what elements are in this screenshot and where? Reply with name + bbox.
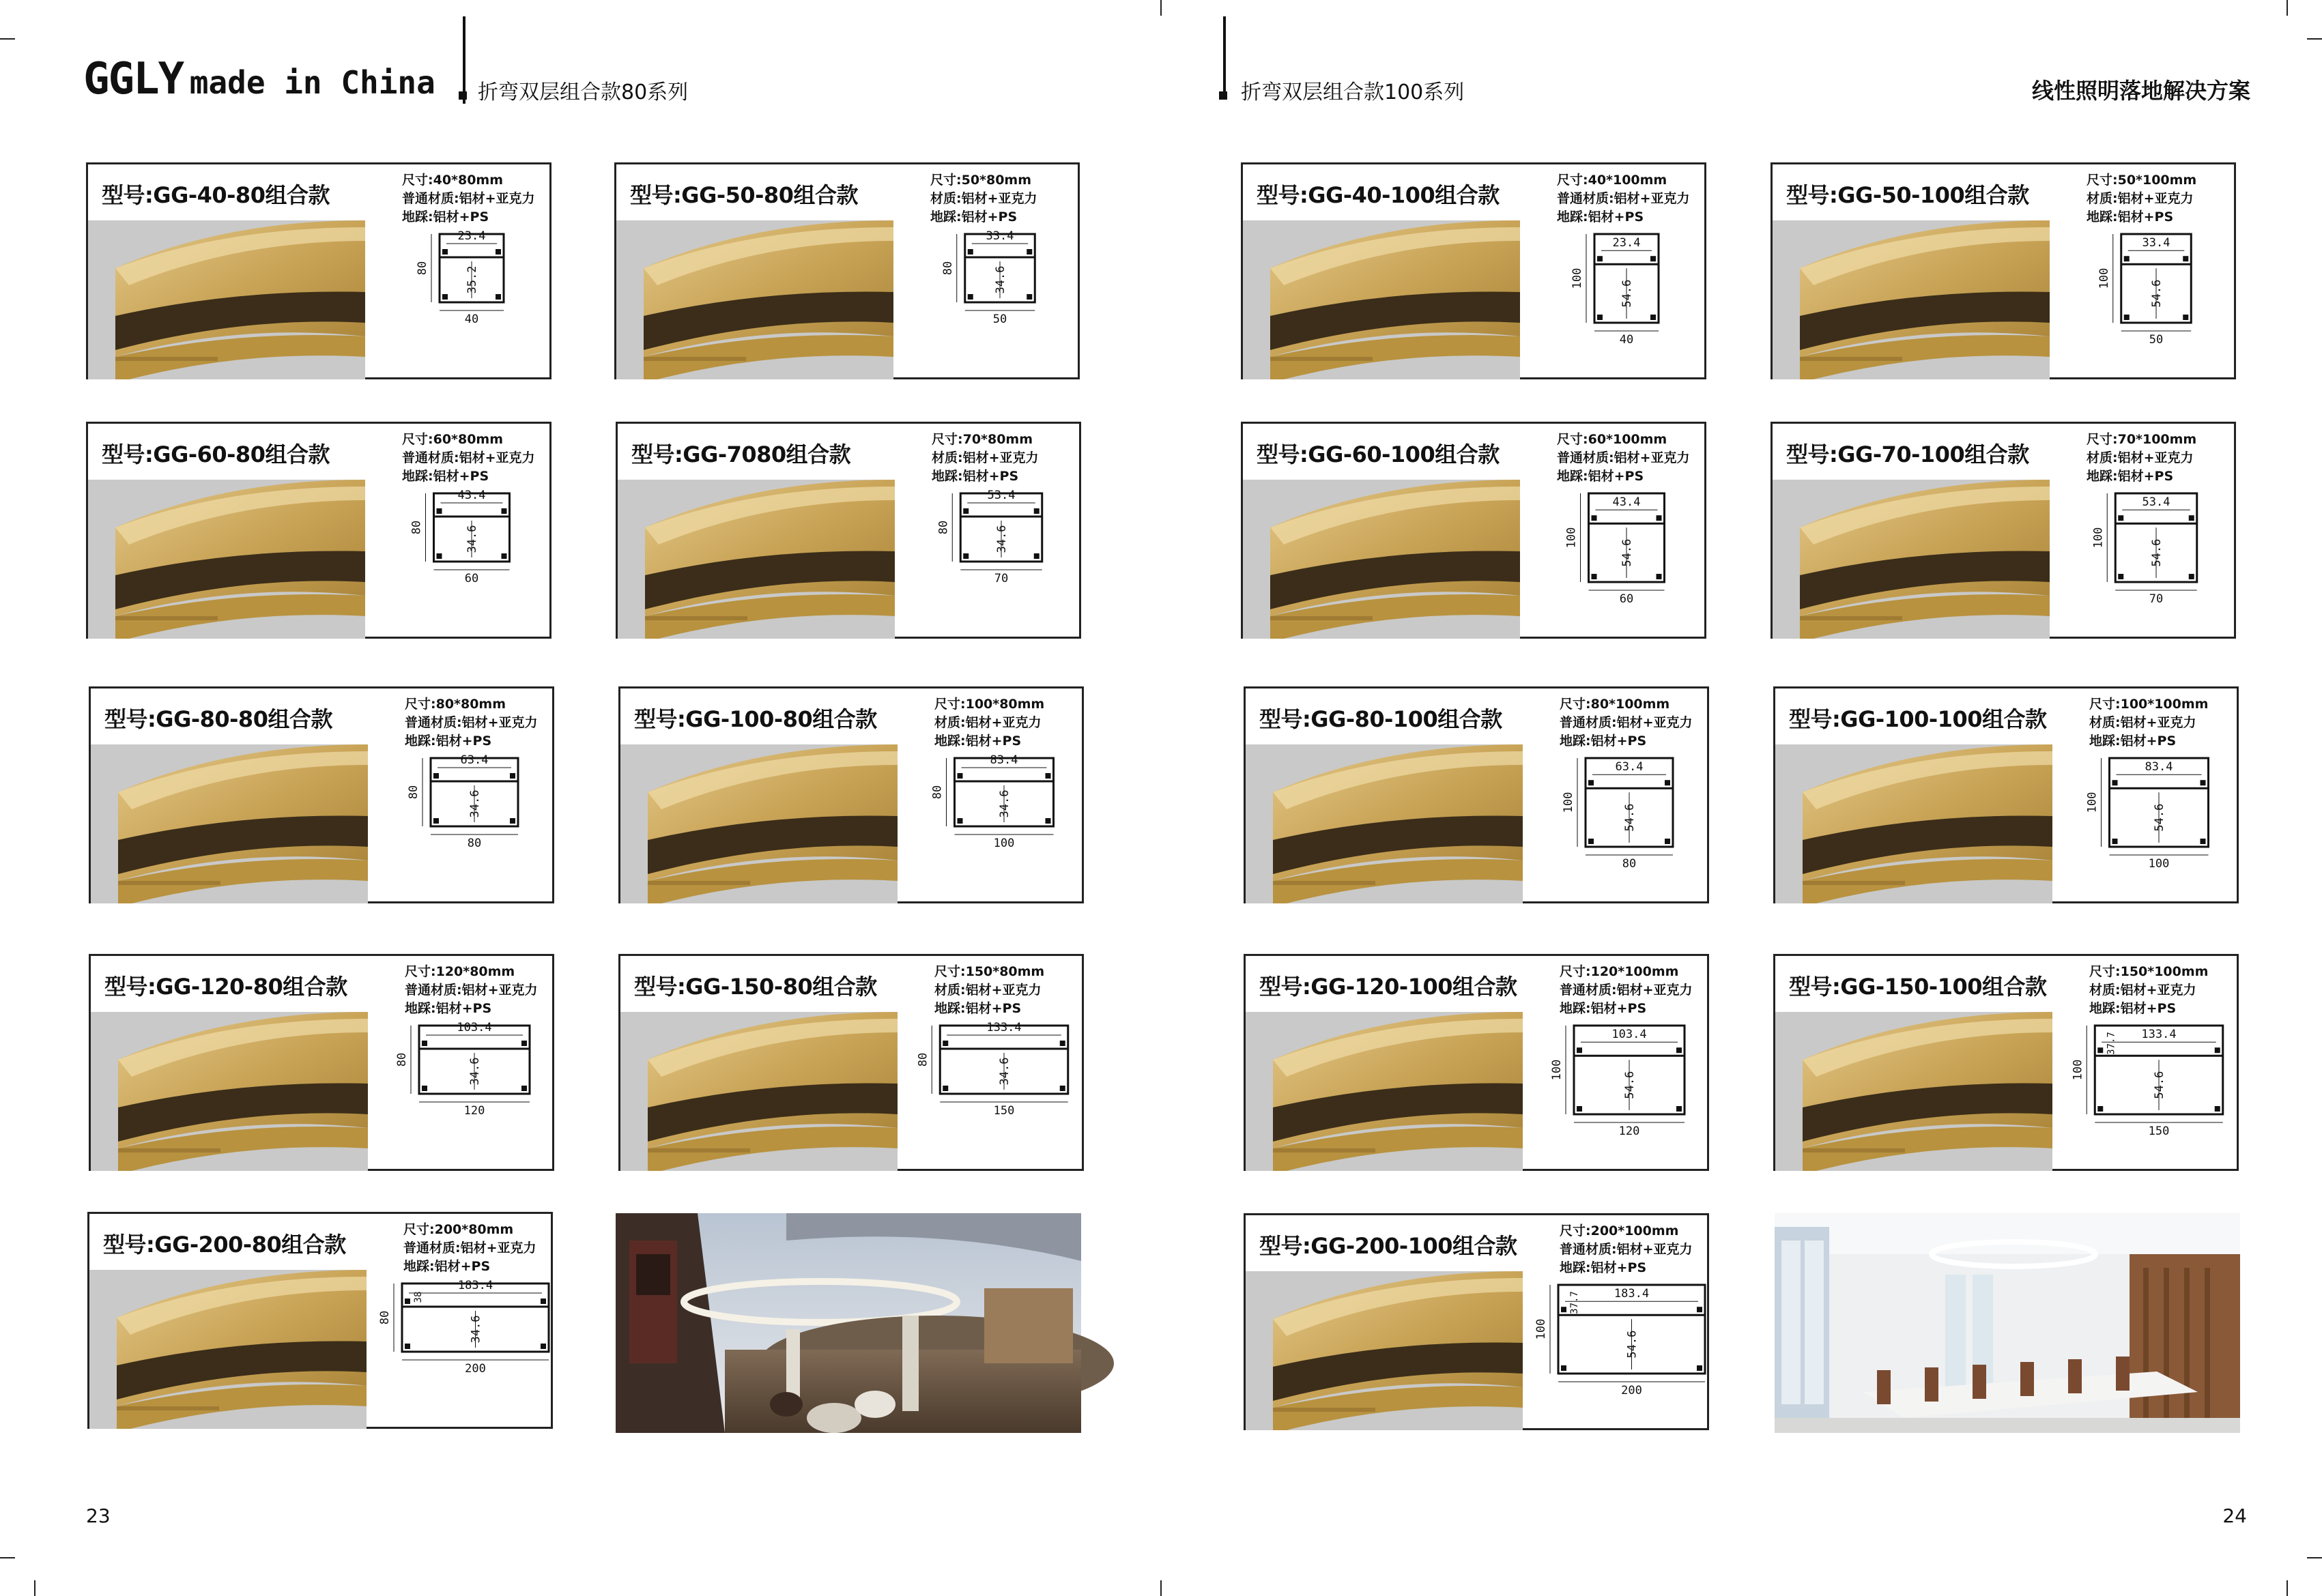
spec-block <box>403 1221 536 1276</box>
dim-height: 80 <box>941 261 955 276</box>
header-divider <box>463 16 465 104</box>
cross-section-diagram <box>378 1277 551 1423</box>
dim-top: 43.4 <box>457 489 486 502</box>
profile-render-image <box>616 220 893 379</box>
profile-render-image <box>620 1012 898 1171</box>
dim-side: 34.6 <box>998 789 1012 818</box>
dim-width: 120 <box>463 1104 485 1118</box>
spec-cover: 地踩:铝材+PS <box>402 469 489 484</box>
cross-section-diagram <box>914 227 1078 373</box>
product-card[interactable] <box>1244 686 1709 903</box>
dim-side: 54.6 <box>1623 1071 1637 1099</box>
model-title: 型号:GG-200-80组合款 <box>103 1232 346 1258</box>
dim-top: 63.4 <box>460 753 489 767</box>
dim-side: 54.6 <box>2150 279 2164 308</box>
dim-width: 200 <box>1621 1384 1642 1397</box>
header-bullet <box>1219 91 1227 100</box>
cross-section-diagram <box>1540 227 1704 373</box>
dim-extra: 37.7 <box>1569 1291 1580 1314</box>
product-card[interactable] <box>1773 954 2239 1171</box>
dim-width: 200 <box>465 1362 486 1376</box>
spec-block <box>1560 695 1693 751</box>
product-card[interactable] <box>89 954 554 1171</box>
spec-block <box>2087 431 2196 486</box>
spec-cover: 地踩:铝材+PS <box>1560 1001 1647 1016</box>
crop-mark <box>2307 1557 2322 1558</box>
model-title: 型号:GG-200-100组合款 <box>1259 1233 1517 1259</box>
spec-size: 尺寸:70*100mm <box>2087 432 2197 447</box>
model-title: 型号:GG-60-100组合款 <box>1257 441 1500 467</box>
spec-size: 尺寸:120*80mm <box>405 964 515 979</box>
spec-block <box>2089 695 2208 751</box>
crop-mark <box>2287 0 2288 16</box>
tagline: 线性照明落地解决方案 <box>2031 78 2250 104</box>
dim-top: 23.4 <box>1612 236 1641 250</box>
dim-height: 100 <box>2085 792 2099 813</box>
model-title: 型号:GG-80-80组合款 <box>104 706 332 732</box>
dim-side: 54.6 <box>2153 803 2166 832</box>
profile-render-image <box>618 480 895 639</box>
profile-render-image <box>1243 480 1520 639</box>
spec-cover: 地踩:铝材+PS <box>405 1001 492 1016</box>
spec-cover: 地踩:铝材+PS <box>930 209 1018 224</box>
dim-side: 54.6 <box>1625 1330 1639 1359</box>
dim-side: 54.6 <box>2150 538 2164 567</box>
spec-cover: 地踩:铝材+PS <box>932 469 1019 484</box>
dim-height: 100 <box>1571 267 1584 289</box>
spec-material: 普通材质:铝材+亚克力 <box>1557 191 1690 206</box>
dim-top: 33.4 <box>986 229 1014 243</box>
spec-cover: 地踩:铝材+PS <box>1557 209 1644 224</box>
product-card[interactable] <box>1241 162 1706 379</box>
dim-top: 83.4 <box>990 753 1018 767</box>
dim-side: 35.2 <box>465 265 479 294</box>
spec-size: 尺寸:150*100mm <box>2089 964 2209 979</box>
spec-size: 尺寸:70*80mm <box>932 432 1033 447</box>
cross-section-diagram <box>1543 1019 1707 1165</box>
spec-block <box>2087 171 2196 227</box>
cross-section-diagram <box>2073 751 2237 897</box>
spec-material: 材质:铝材+亚克力 <box>934 715 1042 730</box>
cross-section-diagram <box>2070 487 2234 633</box>
dim-height: 80 <box>378 1310 392 1325</box>
dim-top: 183.4 <box>1614 1287 1650 1301</box>
spec-material: 材质:铝材+亚克力 <box>2089 983 2196 998</box>
profile-render-image <box>91 744 368 903</box>
dim-width: 50 <box>2149 333 2164 347</box>
dim-height: 100 <box>2097 267 2111 289</box>
dim-height: 80 <box>416 261 429 276</box>
spec-material: 普通材质:铝材+亚克力 <box>405 715 538 730</box>
cross-section-diagram <box>918 1019 1082 1165</box>
spec-size: 尺寸:200*100mm <box>1560 1223 1679 1238</box>
model-title: 型号:GG-150-80组合款 <box>634 974 877 1000</box>
spec-size: 尺寸:40*100mm <box>1557 173 1667 188</box>
product-card[interactable] <box>1244 1213 1709 1430</box>
model-title: 型号:GG-50-100组合款 <box>1786 182 2029 208</box>
cross-section-diagram <box>388 1019 552 1165</box>
dim-side: 34.6 <box>998 1057 1012 1086</box>
dim-top: 103.4 <box>457 1021 492 1034</box>
dim-height: 100 <box>1534 1318 1548 1340</box>
spec-cover: 地踩:铝材+PS <box>403 1259 491 1274</box>
cross-section-diagram <box>388 751 552 897</box>
dim-side: 34.6 <box>468 789 482 818</box>
crop-mark <box>0 38 15 40</box>
spec-material: 材质:铝材+亚克力 <box>932 450 1039 465</box>
dim-top: 53.4 <box>2142 495 2170 510</box>
spec-material: 普通材质:铝材+亚克力 <box>402 191 535 206</box>
dim-height: 80 <box>916 1052 930 1067</box>
cross-section-diagram <box>386 487 549 633</box>
model-title: 型号:GG-60-80组合款 <box>102 441 330 467</box>
dim-side: 34.6 <box>465 525 479 553</box>
spec-block <box>932 431 1039 486</box>
dim-extra: 37.7 <box>2106 1032 2117 1055</box>
profile-render-image <box>1773 480 2050 639</box>
spec-material: 材质:铝材+亚克力 <box>2089 715 2196 730</box>
model-title: 型号:GG-70-100组合款 <box>1786 441 2029 467</box>
dim-top: 33.4 <box>2142 236 2170 250</box>
dim-width: 60 <box>1619 592 1634 606</box>
dim-width: 100 <box>2148 857 2170 871</box>
spec-material: 材质:铝材+亚克力 <box>934 983 1042 998</box>
product-card[interactable] <box>1244 954 1709 1171</box>
spec-size: 尺寸:100*100mm <box>2089 697 2209 712</box>
crop-mark <box>1160 1580 1162 1596</box>
spec-material: 材质:铝材+亚克力 <box>2087 450 2194 465</box>
brand-logo <box>83 54 435 104</box>
spec-block <box>934 695 1044 751</box>
dim-top: 103.4 <box>1611 1028 1647 1042</box>
spec-size: 尺寸:200*80mm <box>403 1222 514 1237</box>
profile-render-image <box>91 1012 368 1171</box>
cross-section-diagram <box>2073 1019 2237 1165</box>
spec-cover: 地踩:铝材+PS <box>402 209 489 224</box>
dim-height: 100 <box>2091 527 2106 549</box>
spec-material: 普通材质:铝材+亚克力 <box>405 983 538 998</box>
spec-material: 材质:铝材+亚克力 <box>2087 191 2194 206</box>
spec-material: 普通材质:铝材+亚克力 <box>403 1240 536 1256</box>
cross-section-diagram <box>1534 1278 1707 1424</box>
spec-block <box>1557 171 1690 227</box>
dim-top: 183.4 <box>457 1279 493 1292</box>
spec-block <box>1560 1222 1693 1277</box>
header-divider <box>1223 16 1226 97</box>
dim-side: 54.6 <box>2153 1071 2166 1099</box>
spec-size: 尺寸:40*80mm <box>402 173 504 188</box>
dim-width: 70 <box>994 572 1009 585</box>
dim-side: 54.6 <box>1623 803 1637 832</box>
dim-height: 80 <box>930 785 945 800</box>
cross-section-diagram <box>918 751 1082 897</box>
dim-extra: 38 <box>413 1291 424 1303</box>
dim-width: 120 <box>1618 1125 1640 1138</box>
profile-render-image <box>1773 220 2050 379</box>
spec-material: 普通材质:铝材+亚克力 <box>1560 1242 1693 1257</box>
crop-mark <box>1160 0 1162 16</box>
spec-block <box>934 963 1044 1018</box>
dim-width: 80 <box>1622 857 1637 871</box>
spec-cover: 地踩:铝材+PS <box>2089 1001 2177 1016</box>
spec-block <box>1557 431 1690 486</box>
dim-height: 100 <box>1564 527 1579 549</box>
cross-section-diagram <box>2070 227 2234 373</box>
product-card[interactable] <box>616 422 1081 639</box>
spec-size: 尺寸:150*80mm <box>934 964 1045 979</box>
spec-block <box>1560 963 1693 1018</box>
header-bullet <box>459 91 467 100</box>
spec-block <box>402 171 535 227</box>
dim-top: 23.4 <box>457 229 486 243</box>
model-title: 型号:GG-40-80组合款 <box>102 182 330 208</box>
model-title: 型号:GG-80-100组合款 <box>1259 706 1502 732</box>
dim-side: 54.6 <box>1620 538 1634 567</box>
product-card[interactable] <box>87 1212 553 1429</box>
spec-size: 尺寸:50*80mm <box>930 173 1032 188</box>
dim-height: 80 <box>936 520 951 535</box>
profile-render-image <box>1246 1271 1523 1430</box>
spec-block <box>2089 963 2208 1018</box>
dim-top: 53.4 <box>987 489 1016 502</box>
spec-block <box>405 963 538 1018</box>
model-title: 型号:GG-100-80组合款 <box>634 706 877 732</box>
spec-cover: 地踩:铝材+PS <box>934 1001 1022 1016</box>
spec-cover: 地踩:铝材+PS <box>1557 469 1644 484</box>
cross-section-diagram <box>915 487 1079 633</box>
dim-side: 54.6 <box>1620 279 1634 308</box>
crop-mark <box>34 1580 35 1596</box>
product-card[interactable] <box>86 162 551 379</box>
spec-material: 材质:铝材+亚克力 <box>930 191 1037 206</box>
profile-render-image <box>89 1270 367 1429</box>
product-card[interactable] <box>1241 422 1706 639</box>
product-card[interactable] <box>1771 162 2236 379</box>
dim-height: 100 <box>1550 1059 1564 1081</box>
profile-render-image <box>1243 220 1520 379</box>
profile-render-image <box>1775 744 2052 903</box>
brand-slogan: made in China <box>189 64 435 101</box>
spec-size: 尺寸:60*100mm <box>1557 432 1667 447</box>
dim-top: 83.4 <box>2145 760 2173 774</box>
spec-block <box>402 431 535 486</box>
dim-top: 133.4 <box>2141 1028 2177 1042</box>
dim-height: 80 <box>395 1052 409 1067</box>
spec-material: 普通材质:铝材+亚克力 <box>1557 450 1690 465</box>
brand-name: GGLY <box>83 54 184 104</box>
profile-render-image <box>1246 1012 1523 1171</box>
product-card[interactable] <box>89 686 554 903</box>
dim-side: 34.6 <box>468 1057 482 1086</box>
product-card[interactable] <box>1773 686 2239 903</box>
spec-cover: 地踩:铝材+PS <box>2087 209 2174 224</box>
crop-mark <box>0 1557 15 1558</box>
model-title: 型号:GG-50-80组合款 <box>630 182 858 208</box>
dim-width: 100 <box>993 837 1015 850</box>
dim-height: 80 <box>407 785 420 800</box>
product-card[interactable] <box>614 162 1080 379</box>
spec-material: 普通材质:铝材+亚克力 <box>1560 715 1693 730</box>
product-card[interactable] <box>86 422 551 639</box>
spec-size: 尺寸:120*100mm <box>1560 964 1679 979</box>
product-card[interactable] <box>1771 422 2236 639</box>
dim-height: 80 <box>410 520 424 535</box>
product-card[interactable] <box>618 954 1084 1171</box>
dim-top: 133.4 <box>986 1021 1022 1034</box>
spec-size: 尺寸:60*80mm <box>402 432 504 447</box>
mall-interior-photo <box>616 1213 1081 1433</box>
dim-height: 100 <box>1562 792 1575 813</box>
dim-width: 70 <box>2149 592 2164 606</box>
spec-cover: 地踩:铝材+PS <box>1560 1260 1647 1275</box>
dim-top: 43.4 <box>1612 495 1641 510</box>
spec-cover: 地踩:铝材+PS <box>405 734 492 749</box>
profile-render-image <box>620 744 898 903</box>
product-card[interactable] <box>618 686 1084 903</box>
profile-render-image <box>1246 744 1523 903</box>
dim-width: 40 <box>1619 333 1634 347</box>
model-title: 型号:GG-100-100组合款 <box>1789 706 2047 732</box>
dim-side: 34.6 <box>994 265 1007 294</box>
dim-width: 50 <box>992 313 1007 326</box>
crop-mark <box>2307 38 2322 40</box>
cross-section-diagram <box>1543 751 1707 897</box>
model-title: 型号:GG-120-100组合款 <box>1259 974 1517 1000</box>
profile-render-image <box>1775 1012 2052 1171</box>
model-title: 型号:GG-7080组合款 <box>631 441 851 467</box>
cross-section-diagram <box>1540 487 1704 633</box>
dim-width: 150 <box>993 1104 1015 1118</box>
page-number: 24 <box>2222 1505 2247 1527</box>
left-series-title: 折弯双层组合款80系列 <box>478 81 689 104</box>
dim-width: 150 <box>2148 1125 2170 1138</box>
dim-top: 63.4 <box>1615 760 1644 774</box>
spec-size: 尺寸:100*80mm <box>934 697 1045 712</box>
dim-width: 80 <box>467 837 482 850</box>
spec-size: 尺寸:50*100mm <box>2087 173 2197 188</box>
spec-block <box>930 171 1037 227</box>
spec-size: 尺寸:80*100mm <box>1560 697 1670 712</box>
dim-side: 34.6 <box>469 1315 483 1344</box>
spec-size: 尺寸:80*80mm <box>405 697 506 712</box>
spec-material: 普通材质:铝材+亚克力 <box>1560 983 1693 998</box>
model-title: 型号:GG-40-100组合款 <box>1257 182 1500 208</box>
right-series-title: 折弯双层组合款100系列 <box>1241 81 1465 104</box>
cross-section-diagram <box>386 227 549 373</box>
dim-side: 34.6 <box>995 525 1009 553</box>
spec-cover: 地踩:铝材+PS <box>2087 469 2174 484</box>
meeting-room-photo <box>1775 1213 2240 1433</box>
dim-width: 40 <box>464 313 479 326</box>
spec-block <box>405 695 538 751</box>
page-number: 23 <box>86 1505 111 1527</box>
spec-cover: 地踩:铝材+PS <box>2089 734 2177 749</box>
spec-material: 普通材质:铝材+亚克力 <box>402 450 535 465</box>
model-title: 型号:GG-150-100组合款 <box>1789 974 2047 1000</box>
crop-mark <box>2287 1580 2288 1596</box>
dim-width: 60 <box>464 572 479 585</box>
profile-render-image <box>88 220 365 379</box>
profile-render-image <box>88 480 365 639</box>
model-title: 型号:GG-120-80组合款 <box>104 974 347 1000</box>
spec-cover: 地踩:铝材+PS <box>934 734 1022 749</box>
spec-cover: 地踩:铝材+PS <box>1560 734 1647 749</box>
dim-height: 100 <box>2071 1059 2085 1081</box>
